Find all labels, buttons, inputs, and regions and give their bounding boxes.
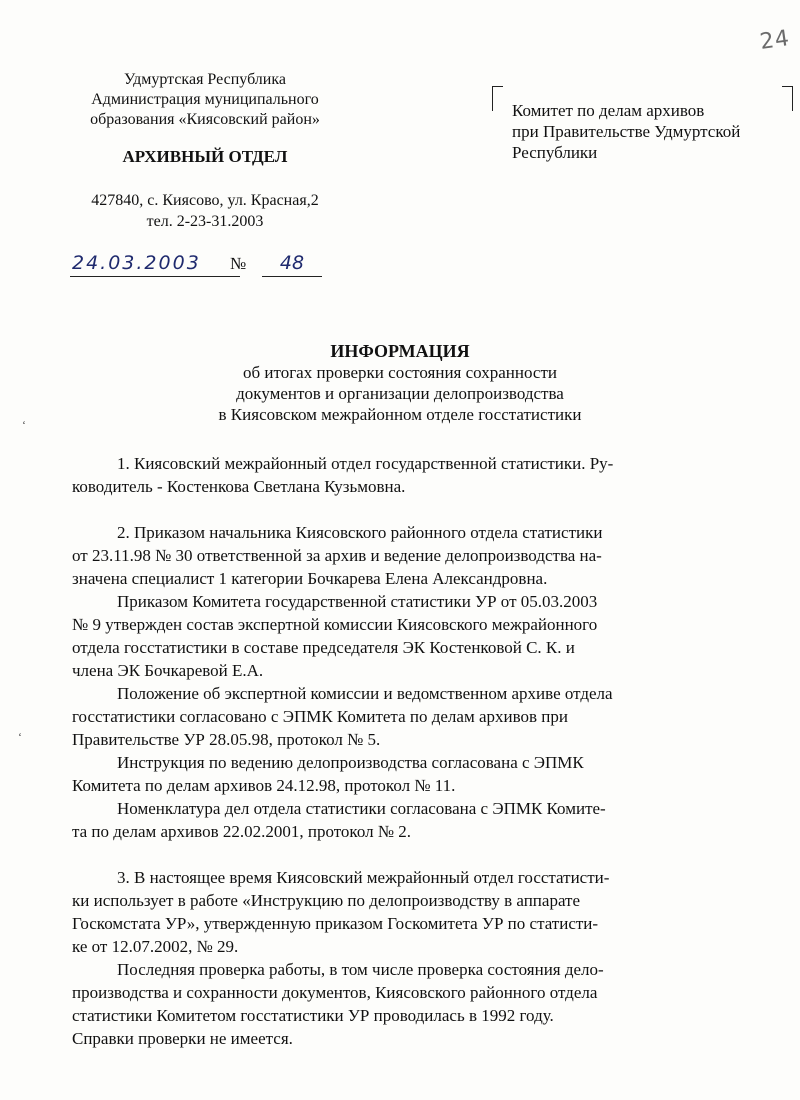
sender-address: [55, 190, 355, 232]
paragraph-1: [72, 452, 692, 498]
recipient-line: Республики: [512, 143, 598, 162]
sender-line: Удмуртская Республика: [124, 71, 286, 88]
address-corner-mark-left: [492, 86, 503, 111]
registration-date-handwritten: 24.03.2003: [70, 252, 240, 277]
text-line: № 9 утвержден состав экспертной комиссии Киясовского межрайонного: [72, 615, 598, 634]
document-title: ИНФОРМАЦИЯ: [330, 341, 470, 361]
registration-block: [70, 252, 330, 278]
text-line: значена специалист 1 категории Бочкарева Елена Александровна.: [72, 569, 548, 588]
text-line: Правительстве УР 28.05.98, протокол № 5.: [72, 730, 381, 749]
document-title-block: [0, 340, 800, 425]
page-number-handwritten: 24: [758, 26, 792, 55]
text-line: ки использует в работе «Инструкцию по делопроизводству в аппарате: [72, 891, 581, 910]
registration-number-label: №: [230, 254, 247, 273]
text-line: Последняя проверка работы, в том числе проверка состояния дело-: [117, 960, 604, 979]
department-name: АРХИВНЫЙ ОТДЕЛ: [122, 147, 288, 166]
document-body: [72, 452, 692, 1050]
recipient-line: при Правительстве Удмуртской: [512, 122, 741, 141]
paragraph-3: [72, 590, 692, 682]
text-line: Госкомстата УР», утвержденную приказом Госкомитета УР по статисти-: [72, 914, 599, 933]
recipient-line: Комитет по делам архивов: [512, 101, 705, 120]
text-line: Приказом Комитета государственной статистики УР от 05.03.2003: [117, 592, 598, 611]
text-line: Номенклатура дел отдела статистики согласована с ЭПМК Комите-: [117, 799, 606, 818]
scan-speck: ‘: [22, 418, 26, 432]
text-line: 3. В настоящее время Киясовский межрайонный отдел госстатисти-: [117, 868, 610, 887]
text-line: статистики Комитетом госстатистики УР проводилась в 1992 году.: [72, 1006, 554, 1025]
text-line: госстатистики согласовано с ЭПМК Комитета по делам архивов при: [72, 707, 568, 726]
address-corner-mark-right: [782, 86, 793, 111]
sender-line: образования «Киясовский район»: [90, 111, 320, 128]
sender-organization: [55, 70, 355, 130]
text-line: члена ЭК Бочкаревой Е.А.: [72, 661, 264, 680]
recipient-block: [492, 86, 792, 166]
text-line: та по делам архивов 22.02.2001, протокол № 2.: [72, 822, 412, 841]
text-line: Инструкция по ведению делопроизводства согласована с ЭПМК: [117, 753, 584, 772]
text-line: ке от 12.07.2002, № 29.: [72, 937, 239, 956]
sender-line: Администрация муниципального: [91, 91, 319, 108]
text-line: ководитель - Костенкова Светлана Кузьмовна.: [72, 477, 406, 496]
text-line: отдела госстатистики в составе председателя ЭК Костенковой С. К. и: [72, 638, 575, 657]
text-line: от 23.11.98 № 30 ответственной за архив и ведение делопроизводства на-: [72, 546, 602, 565]
paragraph-2: [72, 521, 692, 590]
text-line: Комитета по делам архивов 24.12.98, протокол № 11.: [72, 776, 456, 795]
text-line: Справки проверки не имеется.: [72, 1029, 293, 1048]
address-line: 427840, с. Киясово, ул. Красная,2: [91, 192, 319, 209]
document-subtitle-line: в Киясовском межрайонном отделе госстатистики: [218, 405, 582, 424]
phone-line: тел. 2-23-31.2003: [146, 213, 264, 230]
paragraph-6: [72, 797, 692, 843]
scan-speck: ‘: [18, 730, 22, 744]
text-line: производства и сохранности документов, Киясовского районного отдела: [72, 983, 598, 1002]
text-line: Положение об экспертной комиссии и ведомственном архиве отдела: [117, 684, 613, 703]
paragraph-7: [72, 866, 692, 958]
paragraph-4: [72, 682, 692, 751]
document-subtitle-line: документов и организации делопроизводства: [236, 384, 564, 403]
text-line: 2. Приказом начальника Киясовского районного отдела статистики: [117, 523, 603, 542]
text-line: 1. Киясовский межрайонный отдел государственной статистики. Ру-: [117, 454, 614, 473]
document-subtitle-line: об итогах проверки состояния сохранности: [243, 363, 557, 382]
paragraph-5: [72, 751, 692, 797]
registration-number-handwritten: 48: [262, 252, 322, 277]
recipient-text: [512, 100, 740, 163]
paragraph-8: [72, 958, 692, 1050]
